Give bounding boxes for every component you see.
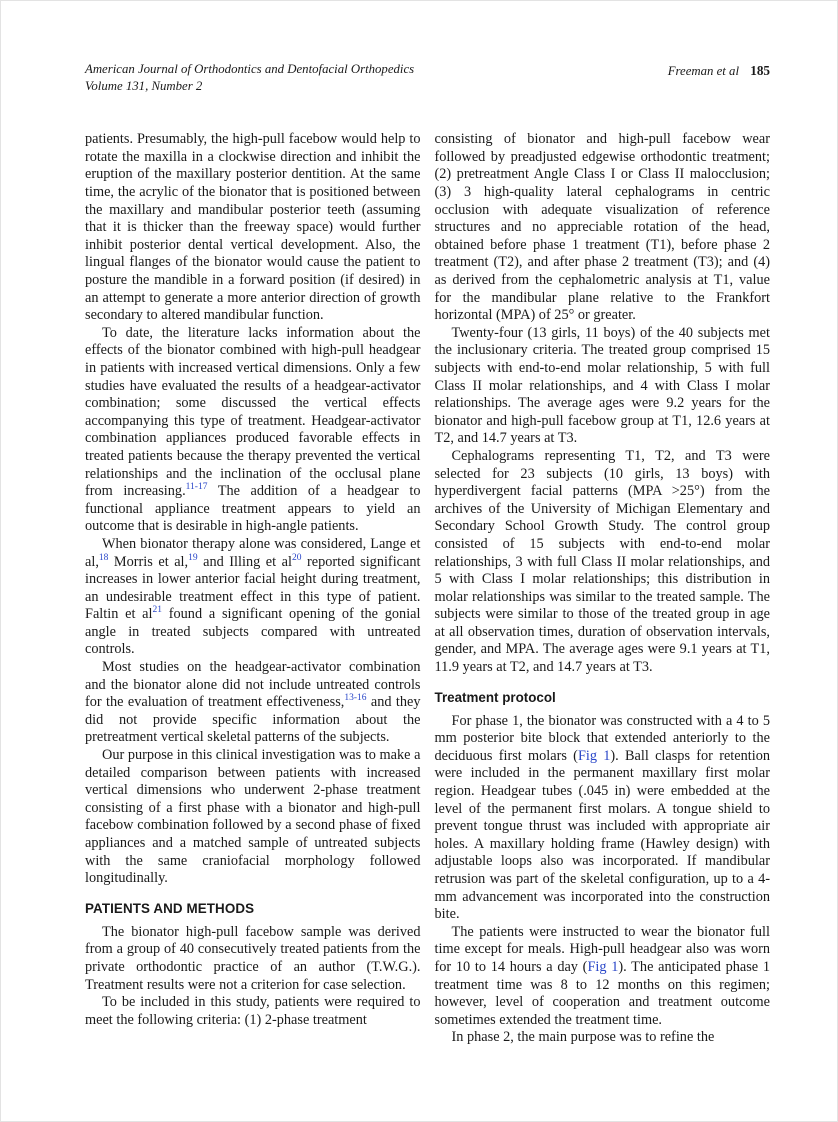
citation-link[interactable]: 18 <box>98 552 109 563</box>
paragraph: In phase 2, the main purpose was to refine the <box>451 1029 715 1046</box>
article-authors: Freeman et al <box>667 64 740 78</box>
paragraph: Most studies on the headgear-activator combination and the bionator alone did not include untreated controls for the evaluation of treatment effectiveness,$^{13-16}$ and they did not provide specific information about the pretreatment vertical skeletal patterns of the subjects. <box>85 659 421 746</box>
paragraph: When bionator therapy alone was considered, Lange et al,$^{18}$ Morris et al,$^{19}$ and Illing et al$^{20}$ reported significant increases in lower anterior facial height during treatment, an undesirable treatment effect in this type of patient. Faltin et al$^{21}$ found a significant opening of the gonial angle in treated subjects compared with untreated controls. <box>85 535 421 658</box>
figure-link[interactable]: Fig 1 <box>587 958 619 975</box>
page-header <box>85 61 770 94</box>
paragraph: Cephalograms representing T1, T2, and T3 were selected for 23 subjects (10 girls, 13 boys) with hyperdivergent facial patterns (MPA >25°) from the archives of the University of Michigan Elementary and Secondary School Growth Study. The control group consisted of 15 subjects with end-to-end molar relationships, 3 with full Class II molar relationships, and 5 with Class I molar relationships; this distribution in molar relationships was similar to the treated sample. The subjects were similar to those of the treated group in age at all observation times, duration of observation intervals, gender, and MPA. The average ages were 9.1 years at T1, 11.9 years at T2, and 14.7 years at T3. <box>434 447 770 676</box>
section-heading: PATIENTS AND METHODS <box>85 900 255 916</box>
citation-link[interactable]: 11-17 <box>185 482 208 493</box>
subsection-heading: Treatment protocol <box>434 689 556 705</box>
figure-link[interactable]: Fig 1 <box>577 747 611 764</box>
paragraph: Twenty-four (13 girls, 11 boys) of the 40 subjects met the inclusionary criteria. The treated group comprised 15 subjects with end-to-end molar relationship, 5 with full Class II molar relationships, and 4 with Class I molar relationships. The average ages were 9.2 years for the bionator and high-pull facebow group at T1, 12.6 years at T2, and 14.7 years at T3. <box>434 324 770 447</box>
paragraph: consisting of bionator and high-pull facebow wear followed by preadjusted edgewise orthodontic treatment; (2) pretreatment Angle Class I or Class II malocclusion; (3) 3 high-quality lateral cephalograms in centric occlusion with adequate visualization of reference structures and no appreciable rotation of the head, obtained before phase 1 treatment (T1), before phase 2 treatment (T2), and after phase 2 treatment (T3); and (4) as derived from the cephalometric analysis at T1, value for the mandibular plane relative to the Frankfort horizontal (MPA) of 25° or greater. <box>434 131 770 324</box>
article-body <box>85 131 770 1047</box>
left-column <box>85 131 421 1047</box>
paragraph: To date, the literature lacks information about the effects of the bionator combined with high-pull headgear in patients with increased vertical dimensions. Only a few studies have evaluated the results of a headgear-activator combination; some discussed the vertical effects accompanying this type of treatment. Headgear-activator combination appliances produced favorable effects in treated patients because the therapy prevented the vertical relationships and the inclination of the occlusal plane from increasing.$^{11-17}$ The addition of a headgear to functional appliance treatment appears to yield an outcome that is desirable in high-angle patients. <box>85 324 421 535</box>
page-number: 185 <box>750 63 770 78</box>
journal-title: American Journal of Orthodontics and Dentofacial Orthopedics <box>85 62 415 76</box>
citation-link[interactable]: 21 <box>152 605 162 616</box>
paragraph: For phase 1, the bionator was constructed with a 4 to 5 mm posterior bite block that extended anteriorly to the deciduous first molars (Fig 1). Ball clasps for retention were included in the permanent maxillary first molar region. Headgear tubes (.045 in) were embedded at the level of the permanent first molars. A tongue shield to prevent tongue thrust was included with appropriate air holes. A maxillary holding frame (Hawley design) with adjustable loops also was incorporated. If mandibular retrusion was part of the skeletal configuration, up to a 4-mm advancement was incorporated into the construction bite. <box>434 712 771 923</box>
citation-link[interactable]: 19 <box>188 552 198 563</box>
journal-volume: Volume 131, Number 2 <box>85 78 203 93</box>
paragraph: The bionator high-pull facebow sample was derived from a group of 40 consecutively treated patients from the private orthodontic practice of an author (T.W.G.). Treatment results were not a criterion for case selection. <box>85 923 421 993</box>
paragraph: To be included in this study, patients were required to meet the following criteria: (1) 2-phase treatment <box>85 994 421 1028</box>
citation-link[interactable]: 20 <box>291 552 302 563</box>
citation-link[interactable]: 13-16 <box>344 693 367 704</box>
paragraph: The patients were instructed to wear the bionator full time except for meals. High-pull headgear also was worn for 10 to 14 hours a day (Fig 1). The anticipated phase 1 treatment time was 8 to 12 months on this regimen; however, level of cooperation and treatment outcome sometimes extended the treatment time. <box>434 923 770 1028</box>
running-head-authors <box>668 61 770 80</box>
running-head-journal <box>85 61 414 94</box>
right-column <box>435 131 771 1047</box>
paragraph: patients. Presumably, the high-pull facebow would help to rotate the maxilla in a clockwise direction and inhibit the eruption of the maxillary posterior dentition. At the same time, the acrylic of the bionator that is positioned between the maxillary and mandibular posterior teeth (assuming that it is thicker than the freeway space) would further inhibit posterior dental vertical development. Also, the lingual flanges of the bionator would cause the patient to posture the mandible in a forward position (if desired) in an attempt to generate a more anterior direction of growth secondary to altered mandibular function. <box>85 131 421 324</box>
paragraph: Our purpose in this clinical investigation was to make a detailed comparison between patients with increased vertical dimensions who underwent 2-phase treatment consisting of a first phase with a bionator and high-pull facebow combination followed by a second phase of fixed appliances and a matched sample of untreated subjects with the same craniofacial morphology followed longitudinally. <box>85 747 421 887</box>
